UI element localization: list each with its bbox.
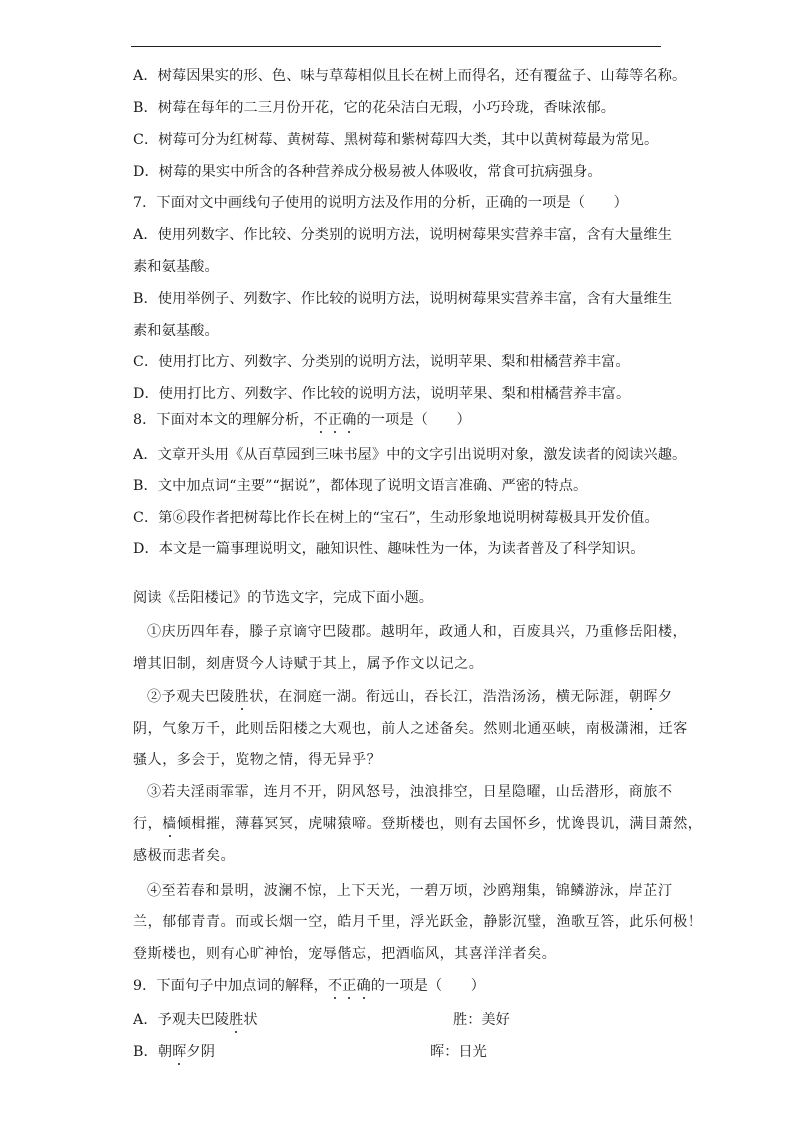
q7-option-b-line2[interactable]: 素和氨基酸。 [133,323,219,339]
passage-p2-line2: 阴，气象万千，此则岳阳楼之大观也，前人之述备矣。然则北通巫峡，南极潇湘，迁客 [133,721,688,737]
q9-stem-emphasis-zheng: 正 [342,978,357,994]
q8-option-b[interactable]: B．文中加点词“主要”“据说”，都体现了说明文语言准确、严密的特点。 [133,478,588,494]
passage-p3-line1: ③若夫淫雨霏霏，连月不开，阴风怒号，浊浪排空，日星隐曜，山岳潜形，商旅不 [147,784,673,800]
q8-stem-text-end: 的一项是（ ） [356,412,471,428]
passage-p4-line1: ④至若春和景明，波澜不惊，上下天光，一碧万顷，沙鸥翔集，锦鳞游泳，岸芷汀 [147,883,673,899]
passage-dotted-word: 晖 [643,689,659,705]
q8-option-a[interactable]: A．文章开头用《从百草园到三味书屋》中的文字引出说明对象，激发读者的阅读兴趣。 [133,447,687,463]
q7-stem: 7．下面对文中画线句子使用的说明方法及作用的分析，正确的一项是（ ） [133,195,628,211]
q9-stem-text: 9．下面句子中加点词的解释， [133,978,328,994]
passage-p1-line2: 增其旧制，刻唐贤今人诗赋于其上，属予作文以记之。 [133,656,484,672]
q9-stem [133,977,693,995]
passage-p2-line1 [147,688,707,706]
q7-option-d[interactable]: D．使用打比方、列数字、作比较的说明方法，说明苹果、梨和柑橘营养丰富。 [133,386,631,402]
q8-option-c[interactable]: C．第⑥段作者把树莓比作长在树上的“宝石”，生动形象地说明树莓极具开发价值。 [133,510,659,526]
passage-p4-line2: 兰，郁郁青青。而或长烟一空，皓月千里，浮光跃金，静影沉璧，渔歌互答，此乐何极！ [133,914,703,930]
q9-b-dotted-word: 晖 [172,1044,187,1060]
passage-text: 状，在洞庭一湖。衔远山，吞长江，浩浩汤汤，横无际涯，朝 [249,689,644,705]
q9-a-text: A．予观夫巴陵 [133,1012,230,1028]
q8-stem-emphasis-not: 不 [313,412,328,428]
q8-stem-emphasis-zheng: 正 [327,412,343,428]
q7-option-c[interactable]: C．使用打比方、列数字、分类别的说明方法，说明苹果、梨和柑橘营养丰富。 [133,354,630,370]
passage-p1-line1: ①庆历四年春，滕子京谪守巴陵郡。越明年，政通人和，百废具兴，乃重修岳阳楼， [147,624,688,640]
passage-text: 倾楫摧，薄暮冥冥，虎啸猿啼。登斯楼也，则有去国怀乡，忧谗畏讥，满目萧然， [176,816,703,832]
q9-stem-emphasis-not: 不 [327,978,343,994]
header-rule [131,46,661,47]
q6-option-b[interactable]: B．树莓在每年的二三月份开花，它的花朵洁白无瑕，小巧玲珑，香味浓郁。 [133,100,616,116]
q8-stem-text: 8．下面对本文的理解分析， [133,412,314,428]
passage-p2-line3: 骚人，多会于，览物之情，得无异乎？ [133,752,382,768]
q9-stem-emphasis-que: 确 [356,978,371,994]
q6-option-d[interactable]: D．树莓的果实中所含的各种营养成分极易被人体吸收，常食可抗病强身。 [133,164,602,180]
q7-option-a-line2[interactable]: 素和氨基酸。 [133,259,219,275]
q8-stem-emphasis-que: 确 [342,412,357,428]
q7-option-a-line1[interactable]: A．使用列数字、作比较、分类别的说明方法，说明树莓果实营养丰富，含有大量维生 [133,227,672,243]
q6-option-a[interactable]: A．树莓因果实的形、色、味与草莓相似且长在树上而得名，还有覆盆子、山莓等名称。 [133,68,687,84]
q9-option-b-sentence[interactable] [133,1043,693,1061]
q9-option-a-gloss: 胜：美好 [453,1012,510,1028]
passage-text: 夕 [658,689,673,705]
q6-option-c[interactable]: C．树莓可分为红树莓、黄树莓、黑树莓和紫树莓四大类，其中以黄树莓最为常见。 [133,132,659,148]
q9-option-a-sentence[interactable] [133,1011,693,1029]
passage-dotted-word: 胜 [234,689,250,705]
q9-b-text: B．朝 [133,1044,173,1060]
passage-p3-line3: 感极而悲者矣。 [133,848,236,864]
q9-stem-text-end: 的一项是（ ） [370,978,486,994]
q7-option-b-line1[interactable]: B．使用举例子、列数字、作比较的说明方法，说明树莓果实营养丰富，含有大量维生 [133,291,673,307]
passage-text: ②予观夫巴陵 [147,689,235,705]
q8-option-d[interactable]: D．本文是一篇事理说明文，融知识性、趣味性为一体，为读者普及了科学知识。 [133,541,645,557]
q8-stem [133,411,693,429]
q9-a-text-end: 状 [243,1012,258,1028]
passage-text: 行， [133,816,163,832]
passage-dotted-word: 樯 [162,816,177,832]
passage-p3-line2 [133,815,703,833]
passage-p4-line3: 登斯楼也，则有心旷神怡，宠辱偕忘，把酒临风，其喜洋洋者矣。 [133,946,557,962]
q9-b-text-end: 夕阴 [186,1044,215,1060]
q9-a-dotted-word: 胜 [229,1012,244,1028]
reading-instruction: 阅读《岳阳楼记》的节选文字，完成下面小题。 [133,590,434,606]
q9-option-b-gloss: 晖：日光 [430,1044,487,1060]
